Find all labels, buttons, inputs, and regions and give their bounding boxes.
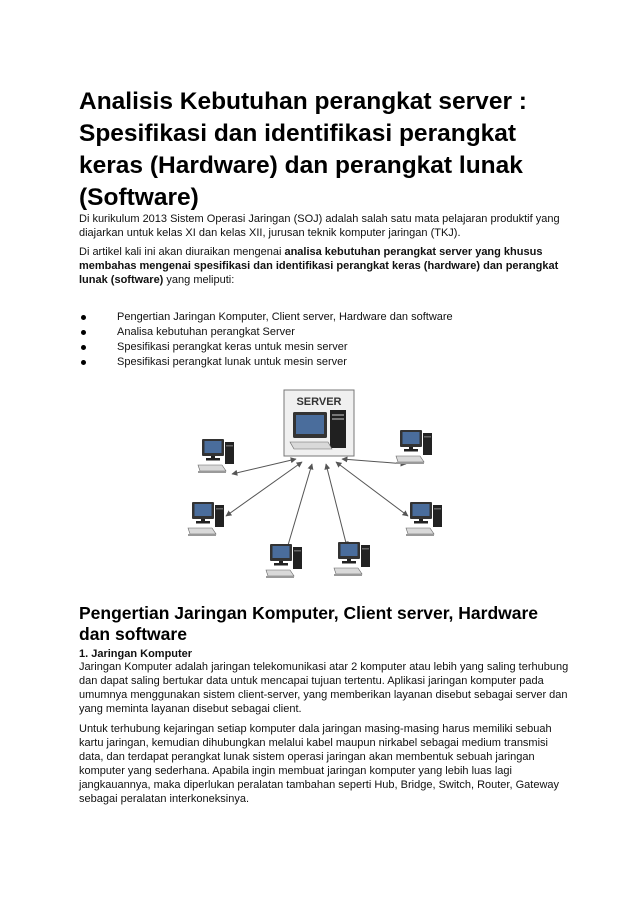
client-computer-icon (266, 544, 302, 578)
bullet-icon (81, 315, 86, 320)
topic-list (79, 310, 559, 370)
server-icon (284, 390, 354, 456)
list-item-text: Analisa kebutuhan perangkat Server (117, 326, 295, 338)
bullet-icon (81, 360, 86, 365)
list-item-text: Spesifikasi perangkat keras untuk mesin server (117, 341, 348, 353)
bullet-icon (81, 330, 86, 335)
article-suffix: yang meliputi: (163, 274, 235, 286)
article-paragraph (79, 245, 569, 287)
client-computer-icon (334, 542, 370, 576)
article-prefix: Di artikel kali ini akan diuraikan mengenai (79, 246, 285, 258)
client-computer-icon (188, 502, 224, 536)
intro-paragraph: Di kurikulum 2013 Sistem Operasi Jaringan (SOJ) adalah salah satu mata pelajaran produktif yang diajarkan untuk kelas XI dan kelas XII, jurusan teknik komputer jaringan (TKJ). (79, 213, 560, 239)
list-item-text: Pengertian Jaringan Komputer, Client server, Hardware dan software (117, 311, 453, 323)
bullet-icon (81, 345, 86, 350)
subheading: 1. Jaringan Komputer (79, 648, 193, 660)
section-heading: Pengertian Jaringan Komputer, Client server, Hardware dan software (79, 603, 539, 644)
body-paragraph: Jaringan Komputer adalah jaringan telekomunikasi atar 2 komputer atau lebih yang saling terhubung dan dapat saling bertukar data untuk mencapai tujuan tertentu. Aplikasi jaringan komputer pada umumnya menggunakan sistem client-server, yang memberikan layanan disebut sebagai server dan yang meminta layanan disebut sebagai client. (79, 661, 569, 715)
server-label: SERVER (296, 396, 342, 408)
article-bold-text: analisa kebutuhan perangkat server yang khusus membahas mengenai spesifikasi dan identifikasi perangkat keras (hardware) dan perangkat lunak (software) (79, 246, 559, 286)
body-paragraph: Untuk terhubung kejaringan setiap komputer dala jaringan masing-masing harus memiliki sebuah kartu jaringan, kemudian dihubungkan melalui kabel maupun nirkabel sebagai medium transmisi data, dan terdapat perangkat lunak sistem operasi jaringan akan membentuk sebuah jaringan komputer yang sederhana. Apabila ingin membuat jaringan komputer yang lebih luas lagi jangkauannya, maka diperlukan peralatan tambahan seperti Hub, Bridge, Switch, Router, Gateway sebagai peralatan interkoneksinya. (79, 723, 560, 805)
client-computer-icon (406, 502, 442, 536)
client-computer-icon (198, 439, 234, 473)
list-item (79, 340, 559, 355)
connection-lines (226, 459, 408, 552)
client-computer-icon (396, 430, 432, 464)
list-item (79, 355, 559, 370)
network-diagram (184, 384, 454, 589)
page-title: Analisis Kebutuhan perangkat server : Spesifikasi dan identifikasi perangkat keras (Hardware) dan perangkat lunak (Software) (79, 88, 527, 211)
list-item-text: Spesifikasi perangkat lunak untuk mesin server (117, 356, 347, 368)
list-item (79, 310, 559, 325)
list-item (79, 325, 559, 340)
